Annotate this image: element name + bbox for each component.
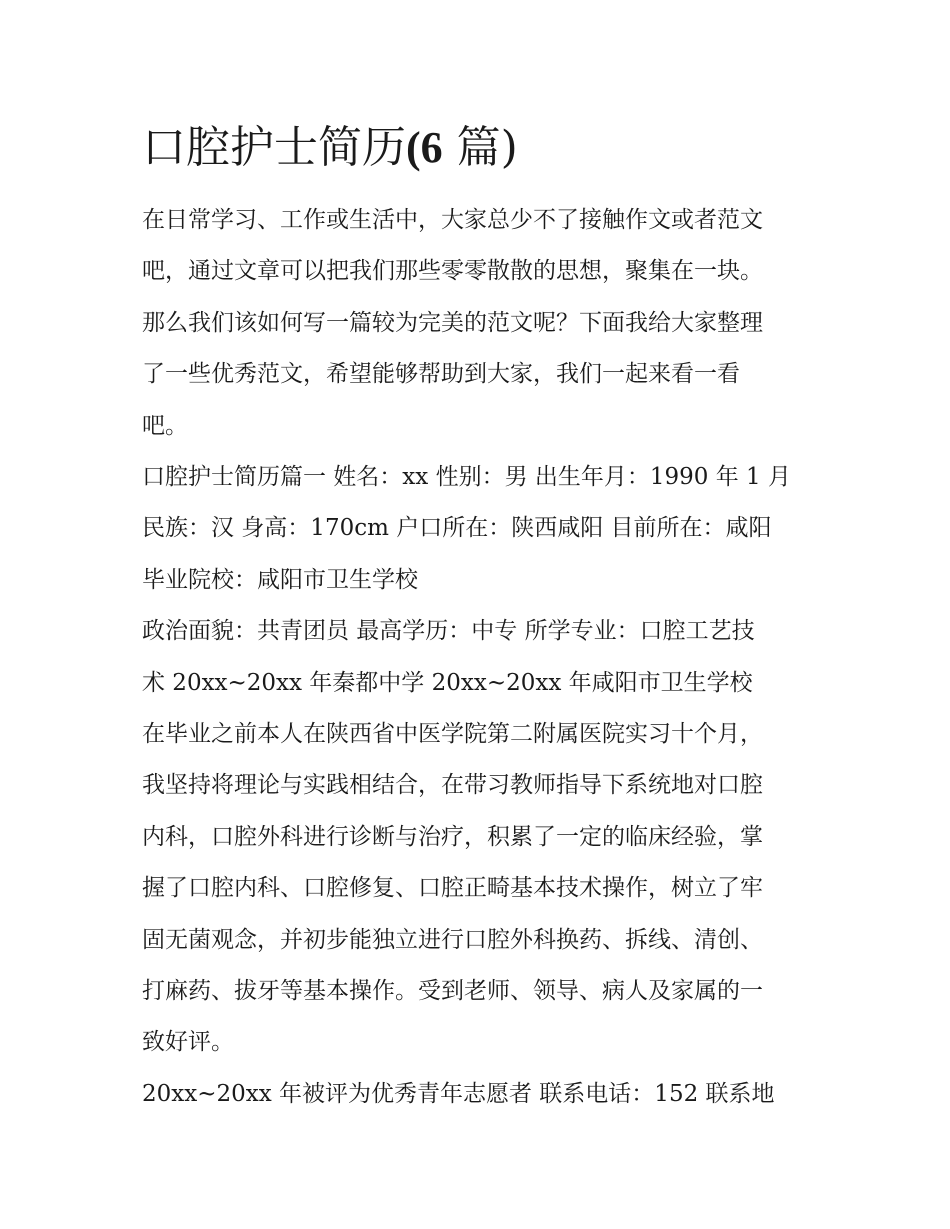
text-line: 内科，口腔外科进行诊断与治疗，积累了一定的临床经验，掌 xyxy=(142,823,763,850)
text-line: 握了口腔内科、口腔修复、口腔正畸基本技术操作，树立了牢 xyxy=(142,875,763,902)
document-title xyxy=(142,118,518,178)
text-line: 术 20xx~20xx 年秦都中学 20xx~20xx 年咸阳市卫生学校 xyxy=(142,669,753,696)
text-line: 民族：汉 身高：170cm 户口所在：陕西咸阳 目前所在：咸阳 xyxy=(142,515,772,542)
text-line: 毕业院校：咸阳市卫生学校 xyxy=(142,566,418,593)
intro-paragraph xyxy=(142,195,814,452)
title-suffix: 篇) xyxy=(442,122,518,173)
text-line: 口腔护士简历篇一 姓名：xx 性别：男 出生年月：1990 年 1 月 xyxy=(142,464,791,490)
text-line: 20xx~20xx 年被评为优秀青年志愿者 联系电话：152 联系地 xyxy=(142,1080,775,1107)
text-line: 在日常学习、工作或生活中，大家总少不了接触作文或者范文 xyxy=(142,207,763,233)
text-line: 我坚持将理论与实践相结合，在带习教师指导下系统地对口腔 xyxy=(142,772,763,799)
text-line: 吧。 xyxy=(142,412,188,439)
text-line: 了一些优秀范文，希望能够帮助到大家，我们一起来看一看 xyxy=(142,361,740,388)
text-line: 在毕业之前本人在陕西省中医学院第二附属医院实习十个月， xyxy=(142,720,763,747)
text-line: 那么我们该如何写一篇较为完美的范文呢？下面我给大家整理 xyxy=(142,309,763,336)
text-line: 固无菌观念，并初步能独立进行口腔外科换药、拆线、清创、 xyxy=(142,926,763,953)
resume-section xyxy=(142,452,814,1120)
title-count: (6 xyxy=(406,123,443,172)
text-line: 打麻药、拔牙等基本操作。受到老师、领导、病人及家属的一 xyxy=(142,977,763,1004)
title-text: 口腔护士简历 xyxy=(142,122,406,173)
text-line: 政治面貌：共青团员 最高学历：中专 所学专业：口腔工艺技 xyxy=(142,618,755,645)
text-line: 致好评。 xyxy=(142,1029,234,1056)
text-line: 吧，通过文章可以把我们那些零零散散的思想，聚集在一块。 xyxy=(142,258,763,285)
